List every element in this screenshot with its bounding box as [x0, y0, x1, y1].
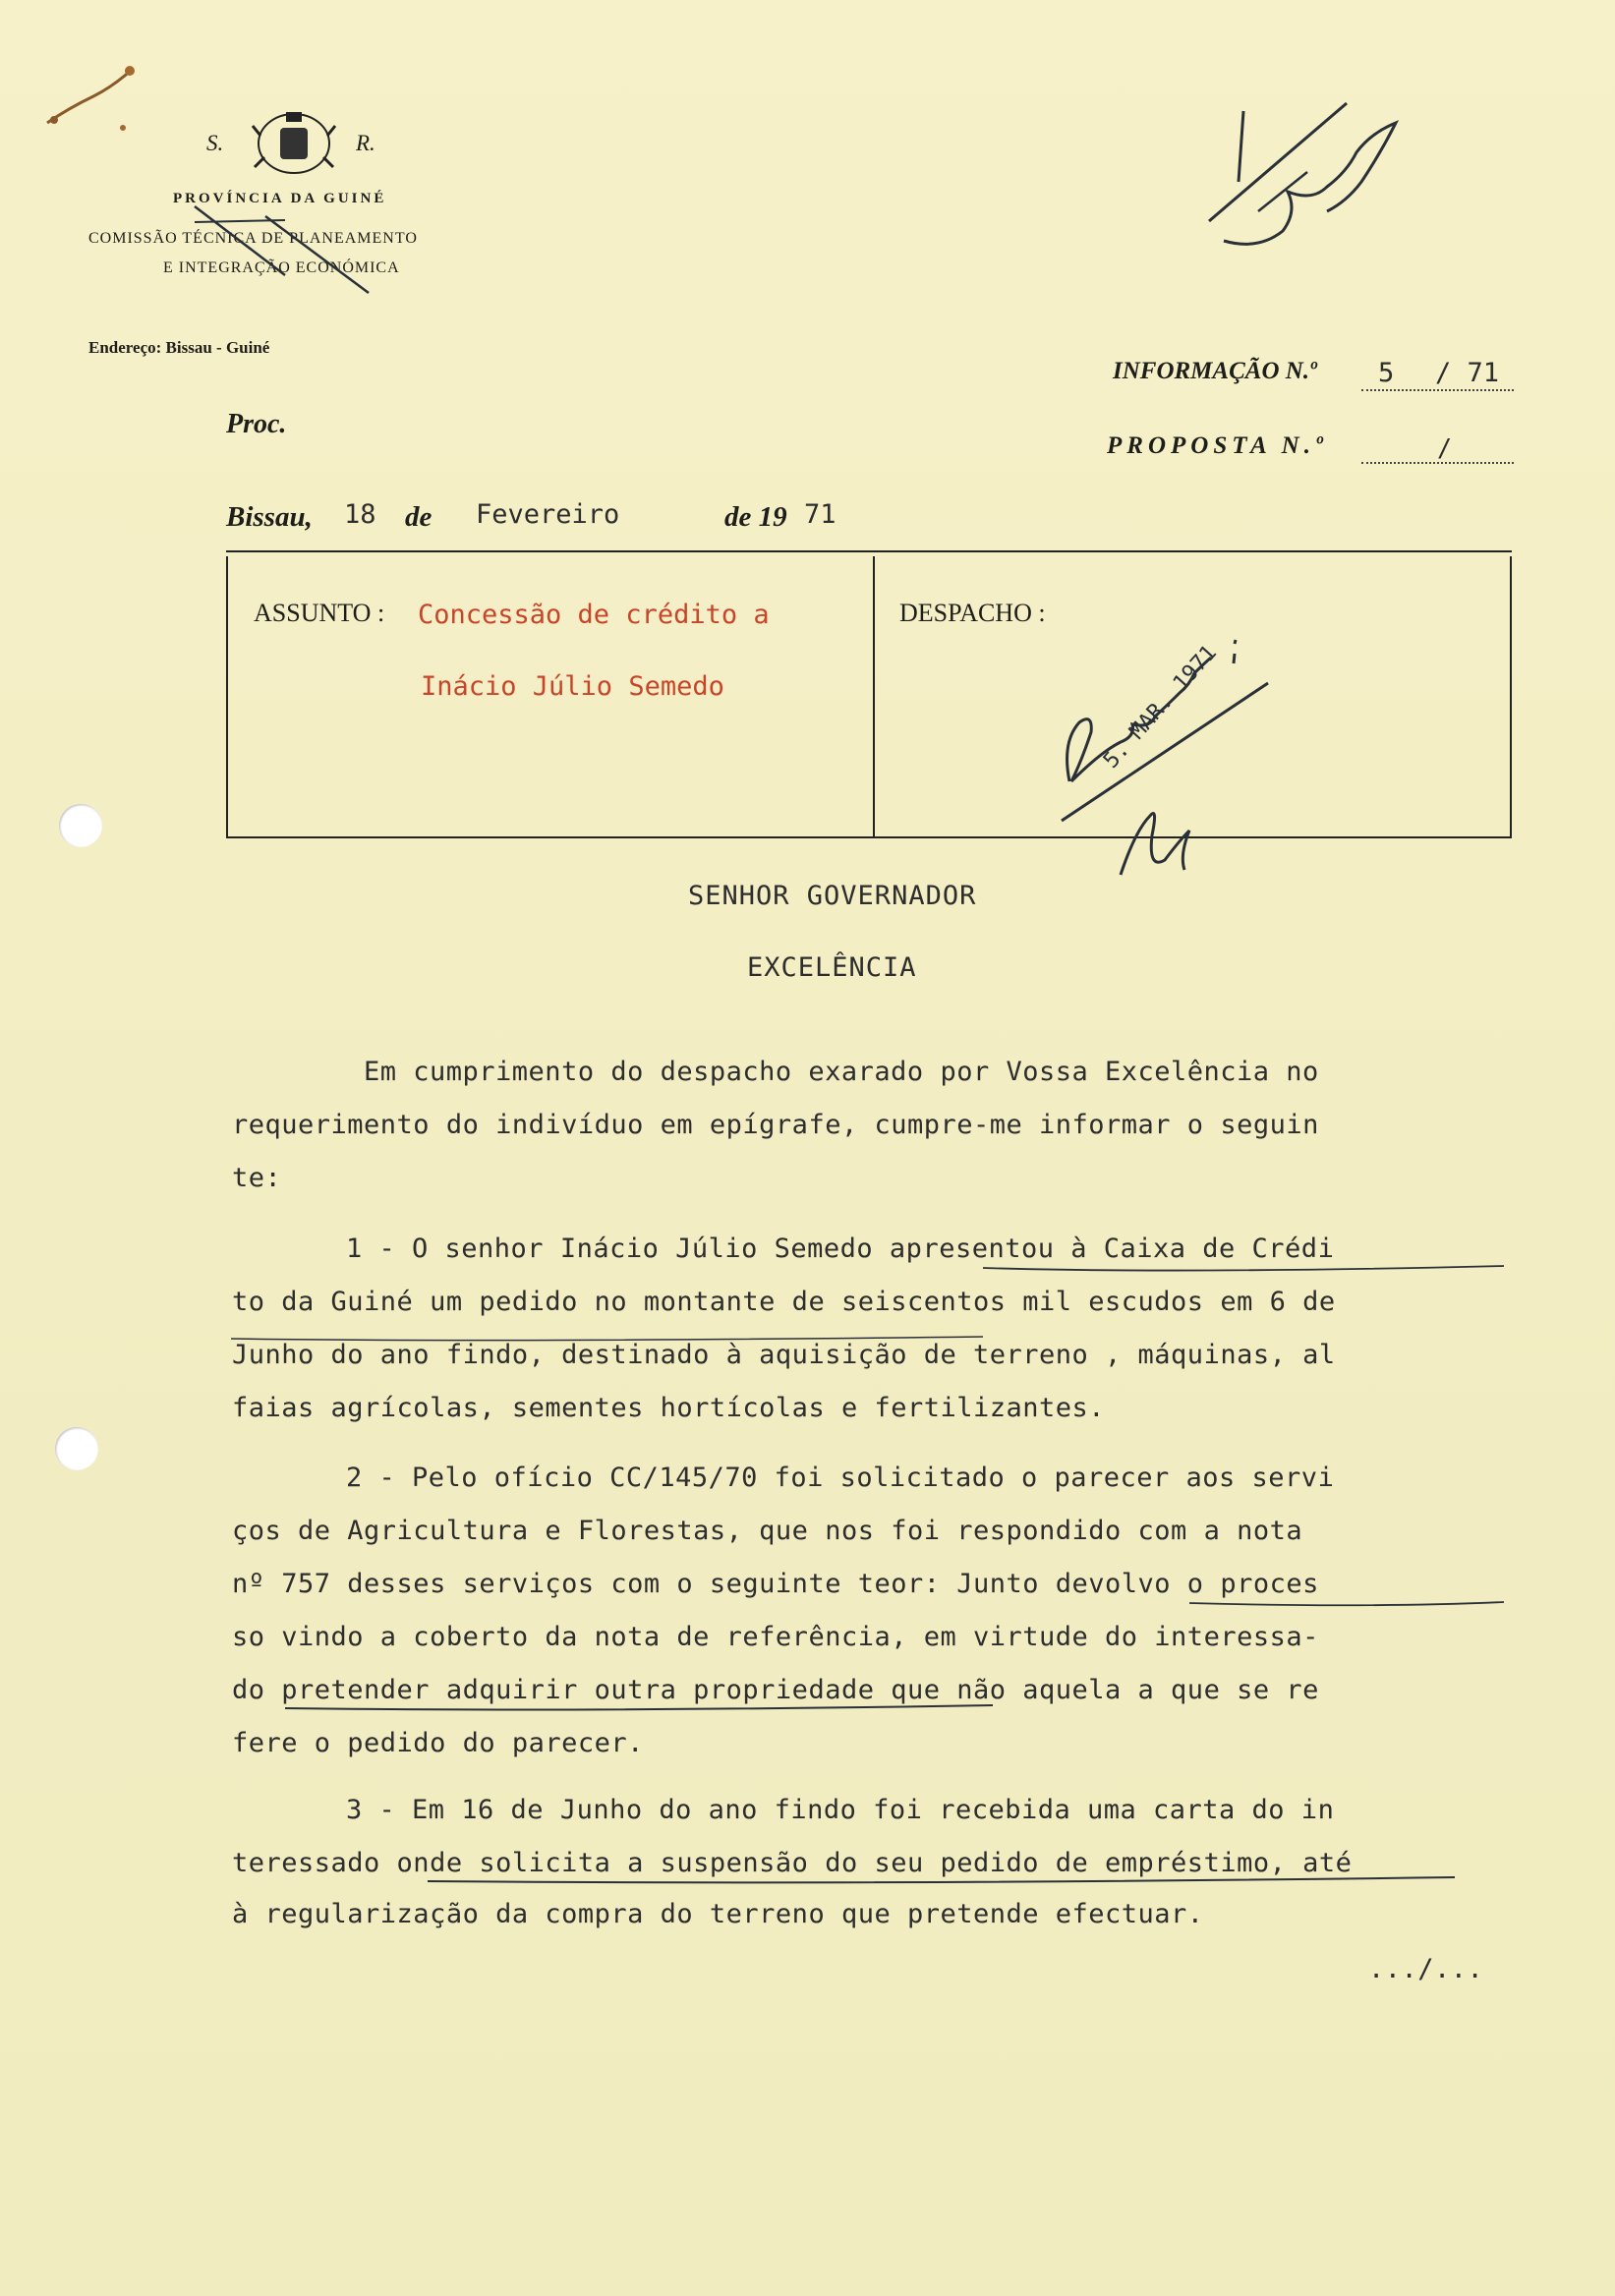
body-p0-line1: Em cumprimento do despacho exarado por Vossa Excelência no [364, 1057, 1319, 1087]
commission-line1: COMISSÃO TÉCNICA DE PLANEAMENTO [88, 230, 418, 247]
body-p3-line2: teressado onde solicita a suspensão do seu pedido de empréstimo, até [232, 1848, 1353, 1878]
proposta-label: PROPOSTA N.º [1107, 432, 1328, 459]
body-p2-line6: fere o pedido do parecer. [232, 1728, 644, 1758]
date-year-label: de 19 [724, 501, 787, 533]
body-p1-line4: faias agrícolas, sementes hortícolas e fertilizantes. [232, 1393, 1106, 1423]
body-p2-line5: do pretender adquirir outra propriedade que não aquela a que se re [232, 1675, 1319, 1705]
body-p1-line3: Junho do ano findo, destinado à aquisição de terreno , máquinas, al [232, 1340, 1336, 1370]
date-de: de [405, 501, 433, 533]
assunto-line1: Concessão de crédito a [418, 600, 770, 630]
body-p0-line2: requerimento do indivíduo em epígrafe, cumpre-me informar o seguin [232, 1110, 1319, 1140]
r-mark: R. [356, 131, 375, 155]
body-p1-line2: to da Guiné um pedido no montante de seiscentos mil escudos em 6 de [232, 1287, 1336, 1317]
body-p3-line1: 3 - Em 16 de Junho do ano findo foi recebida uma carta do in [346, 1795, 1335, 1825]
salutation-line2: EXCELÊNCIA [747, 952, 917, 983]
body-p2-line2: ços de Agricultura e Florestas, que nos foi respondido com a nota [232, 1516, 1303, 1546]
bissau-label: Bissau, [226, 501, 313, 533]
s-mark: S. [206, 131, 224, 155]
informacao-label: INFORMAÇÃO N.º [1113, 358, 1317, 384]
salutation-line1: SENHOR GOVERNADOR [688, 881, 977, 911]
proc-label: Proc. [226, 409, 287, 439]
despacho-stamp-date: 5. MAR. 1971 [1099, 640, 1222, 774]
proposta-value: / [1437, 433, 1453, 462]
assunto-line2: Inácio Júlio Semedo [421, 671, 724, 702]
date-month: Fevereiro [476, 499, 620, 530]
body-p2-line4: so vindo a coberto da nota de referência, em virtude do interessa- [232, 1622, 1319, 1652]
despacho-label: DESPACHO : [899, 599, 1046, 627]
informacao-year: / 71 [1435, 358, 1500, 388]
body-p0-line3: te: [232, 1163, 282, 1193]
body-p1-line1: 1 - O senhor Inácio Júlio Semedo apresentou à Caixa de Crédi [346, 1234, 1335, 1264]
provincia-title: PROVÍNCIA DA GUINÉ [173, 191, 387, 206]
date-year-typed: 71 [804, 499, 836, 530]
body-p2-line3: nº 757 desses serviços com o seguinte teor: Junto devolvo o proces [232, 1569, 1319, 1599]
continuation-mark: .../... [1368, 1954, 1484, 1984]
assunto-label: ASSUNTO : [254, 599, 385, 627]
body-p2-line1: 2 - Pelo ofício CC/145/70 foi solicitado o parecer aos servi [346, 1463, 1335, 1493]
informacao-number: 5 [1378, 358, 1395, 388]
date-day: 18 [344, 499, 376, 530]
endereco: Endereço: Bissau - Guiné [88, 338, 270, 357]
commission-line2: E INTEGRAÇÃO ECONÓMICA [163, 259, 400, 276]
body-p3-line3: à regularização da compra do terreno que pretende efectuar. [232, 1899, 1204, 1929]
